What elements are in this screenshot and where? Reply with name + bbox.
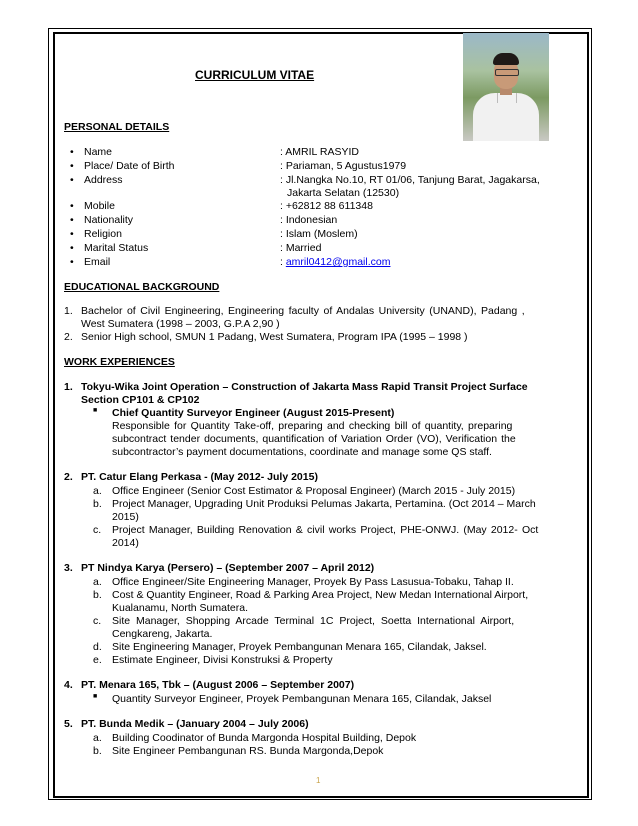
personal-value: : Jl.Nangka No.10, RT 01/06, Tanjung Barat, Jagakarsa,	[280, 174, 540, 186]
job-item-line: 2015)	[112, 511, 139, 523]
job-num: 1.	[64, 381, 73, 393]
personal-label: • Nationality	[84, 214, 133, 226]
job-item-line: Site Engineering Manager, Proyek Pembangunan Menara 165, Cilandak, Jaksel.	[112, 641, 487, 653]
personal-label: • Name	[84, 146, 112, 158]
job-title: PT. Catur Elang Perkasa - (May 2012- July 2015)	[81, 471, 318, 483]
education-num: 1.	[64, 305, 73, 317]
job-title: PT. Menara 165, Tbk – (August 2006 – September 2007)	[81, 679, 355, 691]
email-prefix: :	[280, 256, 286, 268]
page-number: 1	[316, 776, 321, 785]
job-item-key: b.	[93, 498, 102, 510]
personal-value: : Islam (Moslem)	[280, 228, 358, 240]
job-desc-line: Responsible for Quantity Take-off, preparing and checking bill of quantity, preparing	[112, 420, 513, 432]
job-item-line: Building Coodinator of Bunda Margonda Hospital Building, Depok	[112, 732, 417, 744]
job-item-line: Estimate Engineer, Divisi Konstruksi & Property	[112, 654, 333, 666]
personal-label: • Mobile	[84, 200, 115, 212]
education-line: Senior High school, SMUN 1 Padang, West Sumatera, Program IPA (1995 – 1998 )	[81, 331, 468, 343]
job-item-key: a.	[93, 732, 102, 744]
job-item-key: a.	[93, 576, 102, 588]
job-title: Tokyu-Wika Joint Operation – Construction of Jakarta Mass Rapid Transit Project Surface	[81, 381, 528, 393]
job-num: 5.	[64, 718, 73, 730]
email-value	[280, 256, 390, 268]
job-desc-line: subcontract tender documents, quantification of Variation Order (VO), Verification the	[112, 433, 516, 445]
job-num: 3.	[64, 562, 73, 574]
personal-value: : Pariaman, 5 Agustus1979	[280, 160, 407, 172]
job-item-line: Project Manager, Upgrading Unit Produksi Pelumas Jakarta, Pertamina. (Oct 2014 – March	[112, 498, 536, 510]
personal-label: • Place/ Date of Birth	[84, 160, 174, 172]
job-item-line: Site Engineer Pembangunan RS. Bunda Margonda,Depok	[112, 745, 384, 757]
education-num: 2.	[64, 331, 73, 343]
document-title: CURRICULUM VITAE	[195, 68, 315, 82]
education-line: Bachelor of Civil Engineering, Engineering faculty of Andalas University (UNAND), Padang ,	[81, 305, 525, 317]
job-item-key: c.	[93, 615, 102, 627]
job-title: PT. Bunda Medik – (January 2004 – July 2006)	[81, 718, 309, 730]
job-item-key: d.	[93, 641, 102, 653]
job-item-line: Cost & Quantity Engineer, Road & Parking Area Project, New Medan International Airport,	[112, 589, 529, 601]
personal-label: • Religion	[84, 228, 122, 240]
personal-label: • Email	[84, 256, 110, 268]
personal-value: : +62812 88 611348	[280, 200, 373, 212]
profile-photo	[463, 33, 549, 141]
job-item-key: a.	[93, 485, 102, 497]
job-num: 2.	[64, 471, 73, 483]
job-item-line: Site Manager, Shopping Arcade Terminal 1C Project, Soetta International Airport,	[112, 615, 515, 627]
job-item-line: Cengkareng, Jakarta.	[112, 628, 213, 640]
square-bullet-icon: ■	[93, 693, 98, 700]
job-title-continued: Section CP101 & CP102	[81, 394, 200, 406]
square-bullet-icon: ■	[93, 407, 98, 414]
personal-label: • Address	[84, 174, 123, 186]
personal-value: : Married	[280, 242, 322, 254]
section-heading-personal: PERSONAL DETAILS	[64, 121, 170, 133]
job-title: PT Nindya Karya (Persero) – (September 2007 – April 2012)	[81, 562, 375, 574]
job-role: Chief Quantity Surveyor Engineer (August 2015-Present)	[112, 407, 395, 419]
personal-value: : AMRIL RASYID	[280, 146, 359, 158]
email-link[interactable]: amril0412@gmail.com	[285, 256, 391, 268]
job-item-line: Kualanamu, North Sumatera.	[112, 602, 248, 614]
job-item-key: e.	[93, 654, 102, 666]
education-line: West Sumatera (1998 – 2003, G.P.A 2,90 )	[81, 318, 280, 330]
job-item-line: Project Manager, Building Renovation & civil works Project, PHE-ONWJ. (May 2012- Oct	[112, 524, 539, 536]
section-heading-education: EDUCATIONAL BACKGROUND	[64, 281, 220, 293]
job-bullet-line: Quantity Surveyor Engineer, Proyek Pembangunan Menara 165, Cilandak, Jaksel	[112, 693, 492, 705]
job-desc-line: subcontractor’s payment documentations, coordinate and manage some QS staff.	[112, 446, 492, 458]
job-item-line: Office Engineer/Site Engineering Manager, Proyek By Pass Lasusua-Tobaku, Tahap II.	[112, 576, 514, 588]
personal-value: : Indonesian	[280, 214, 338, 226]
job-num: 4.	[64, 679, 73, 691]
job-item-key: b.	[93, 589, 102, 601]
job-item-key: b.	[93, 745, 102, 757]
job-item-key: c.	[93, 524, 102, 536]
job-item-line: 2014)	[112, 537, 139, 549]
job-item-line: Office Engineer (Senior Cost Estimator & Proposal Engineer) (March 2015 - July 2015)	[112, 485, 516, 497]
personal-label: • Marital Status	[84, 242, 148, 254]
section-heading-work: WORK EXPERIENCES	[64, 356, 175, 368]
personal-value-continued: Jakarta Selatan (12530)	[287, 187, 400, 199]
